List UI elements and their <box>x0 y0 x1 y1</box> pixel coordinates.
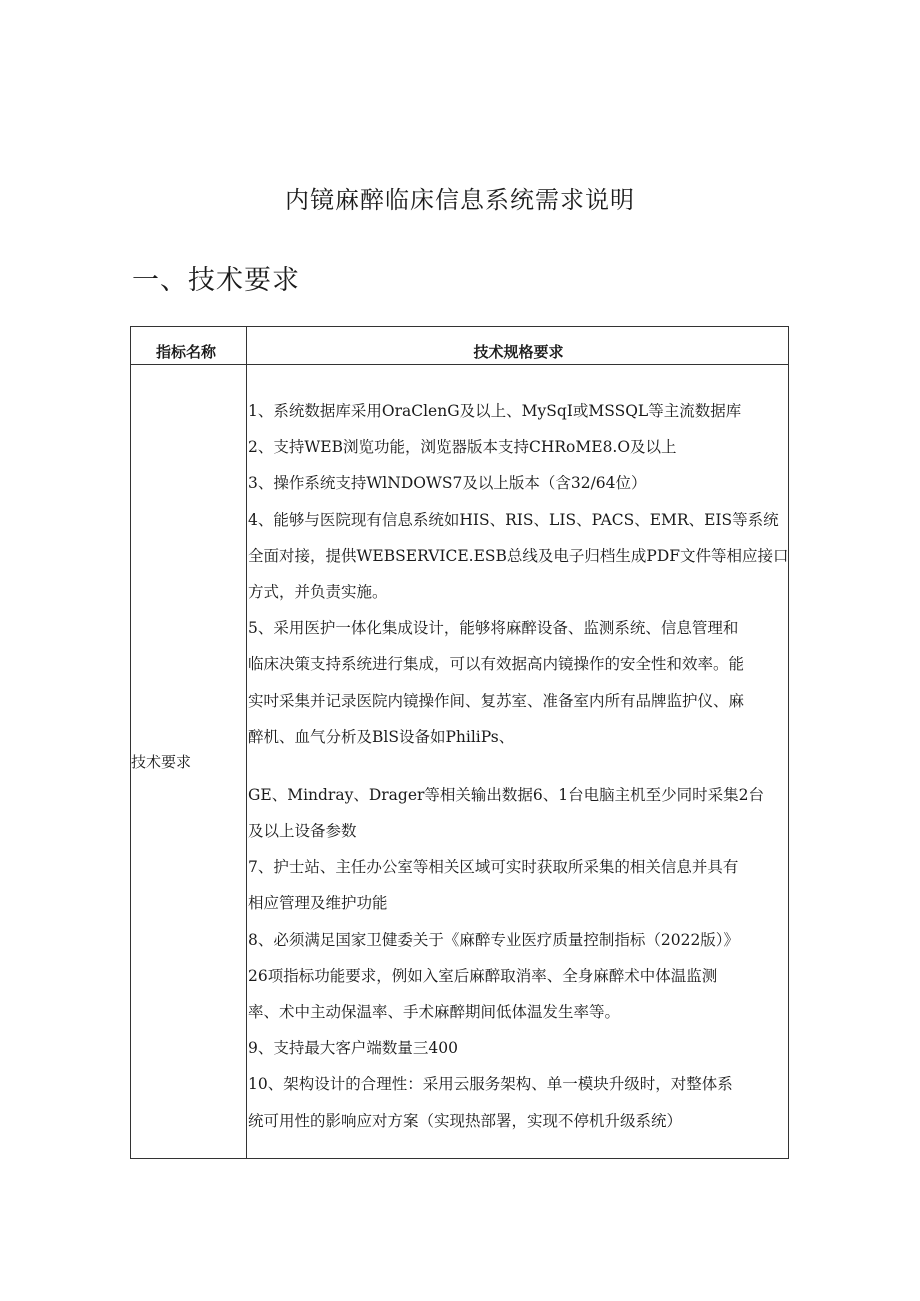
document-title: 内镜麻醉临床信息系统需求说明 <box>285 186 635 214</box>
header-indicator-name: 指标名称 <box>156 343 217 361</box>
row-label: 技术要求 <box>131 753 192 771</box>
spec-gap <box>248 755 788 777</box>
spec-line: 及以上设备参数 <box>248 822 357 841</box>
spec-line: 实吋采集并记录医院内镜操作间、复苏室、准备室内所有品牌监护仪、麻 <box>248 691 745 710</box>
spec-line: 统可用性的影响应对方案（实现热部署，实现不停机升级系统） <box>248 1111 683 1130</box>
spec-line: 临床决策支持系统进行集成，可以有效据高内镜操作的安全性和效率。能 <box>248 655 745 674</box>
header-divider <box>131 364 788 365</box>
spec-line: 1、系统数据库采用OraClenG及以上、MySqI或MSSQL等主流数据库 <box>248 402 742 420</box>
spec-line: 26项指标功能要求，例如入室后麻醉取消率、全身麻醉术中体温监测 <box>248 966 718 985</box>
spec-line: 相应管理及维护功能 <box>248 894 388 913</box>
spec-line: 4、能够与医院现有信息系统如HIS、RIS、LIS、PACS、EMR、EIS等系统 <box>248 510 779 529</box>
column-divider <box>246 327 247 1158</box>
spec-line: 方式，并负责实施。 <box>248 582 388 601</box>
spec-line: 醉机、血气分析及BlS设备如PhiliPs、 <box>248 727 515 746</box>
spec-line: 2、支持WEB浏览功能，浏览器版本支持CHRoME8.O及以上 <box>248 438 677 457</box>
spec-line: 率、术中主动保温率、手术麻醉期间低体温发生率等。 <box>248 1003 621 1021</box>
spec-line: 9、支持最大客户端数量三400 <box>248 1039 458 1058</box>
spec-line: GE、Mindray、Drager等相关输出数据6、1台电脑主机至少同时采集2台 <box>248 785 765 804</box>
spec-table <box>130 326 789 1159</box>
spec-line: 10、架构设计的合理性：采用云服务架构、单一模块升级时，对整体系 <box>248 1075 733 1094</box>
spec-line: 全面对接，提供WEBSERVICE.ESB总线及电子归档生成PDF文件等相应接口 <box>248 546 789 565</box>
spec-body <box>248 393 788 1139</box>
header-spec-requirements: 技术规格要求 <box>473 343 564 361</box>
section-heading: 一、技术要求 <box>132 265 300 296</box>
spec-line: 3、操作系统支持WlNDOWS7及以上版本（含32/64位） <box>248 474 647 493</box>
spec-line: 5、采用医护一体化集成设计，能够将麻醉设备、监测系统、信息管理和 <box>248 619 739 638</box>
spec-line: 7、护士站、主任办公室等相关区域可实时获取所采集的相关信息并具有 <box>248 858 739 877</box>
spec-line: 8、必须满足国家卫健委关于《麻醉专业医疗质量控制指标（2022版）》 <box>248 930 740 949</box>
